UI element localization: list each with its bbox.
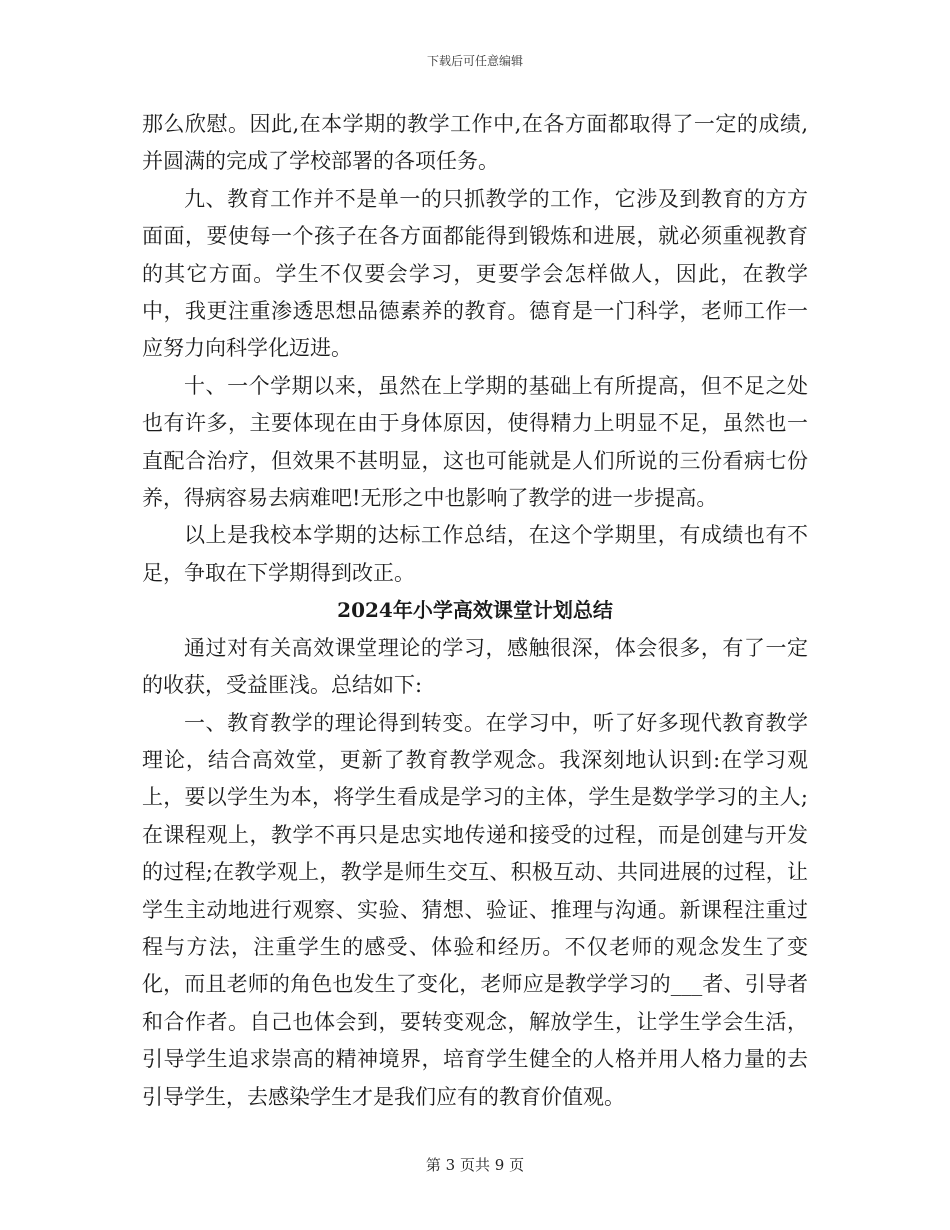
section-title: 2024年小学高效课堂计划总结 bbox=[337, 598, 613, 623]
paragraph-continuation: 那么欣慰。因此,在本学期的教学工作中,在各方面都取得了一定的成绩,并圆满的完成了学校部署的各项任务。 bbox=[142, 112, 808, 174]
paragraph-item-ten: 十、一个学期以来，虽然在上学期的基础上有所提高，但不足之处也有许多，主要体现在由于身体原因，使得精力上明显不足，虽然也一直配合治疗，但效果不甚明显，这也可能就是人们所说的三份看病七份养，得病容易去病难吧!无形之中也影响了教学的进一步提高。 bbox=[142, 373, 808, 511]
paragraph-closing: 以上是我校本学期的达标工作总结，在这个学期里，有成绩也有不足，争取在下学期得到改正。 bbox=[142, 523, 808, 585]
paragraph-item-nine: 九、教育工作并不是单一的只抓教学的工作，它涉及到教育的方方面面，要使每一个孩子在各方面都能得到锻炼和进展，就必须重视教育的其它方面。学生不仅要会学习，更要学会怎样做人，因此，在教学中，我更注重渗透思想品德素养的教育。德育是一门科学，老师工作一应努力向科学化迈进。 bbox=[142, 186, 808, 361]
document-body bbox=[142, 106, 808, 1116]
paragraph-item-one: 一、教育教学的理论得到转变。在学习中，听了好多现代教育教学理论，结合高效堂，更新了教育教学观念。我深刻地认识到:在学习观上，要以学生为本，将学生看成是学习的主体，学生是数学学习的主人;在课程观上，教学不再只是忠实地传递和接受的过程，而是创建与开发的过程;在教学观上，教学是师生交互、积极互动、共同进展的过程，让学生主动地进行观察、实验、猜想、验证、推理与沟通。新课程注重过程与方法，注重学生的感受、体验和经历。不仅老师的观念发生了变化，而且老师的角色也发生了变化，老师应是教学学习的___者、引导者和合作者。自己也体会到，要转变观念，解放学生，让学生学会生活，引导学生追求崇高的精神境界，培育学生健全的人格并用人格力量的去引导学生，去感染学生才是我们应有的教育价值观。 bbox=[142, 710, 808, 1109]
page-header-note: 下载后可任意编辑 bbox=[426, 54, 523, 68]
page-number: 第 3 页共 9 页 bbox=[425, 1156, 525, 1174]
paragraph-intro: 通过对有关高效课堂理论的学习，感触很深，体会很多，有了一定的收获，受益匪浅。总结如下: bbox=[142, 635, 808, 698]
